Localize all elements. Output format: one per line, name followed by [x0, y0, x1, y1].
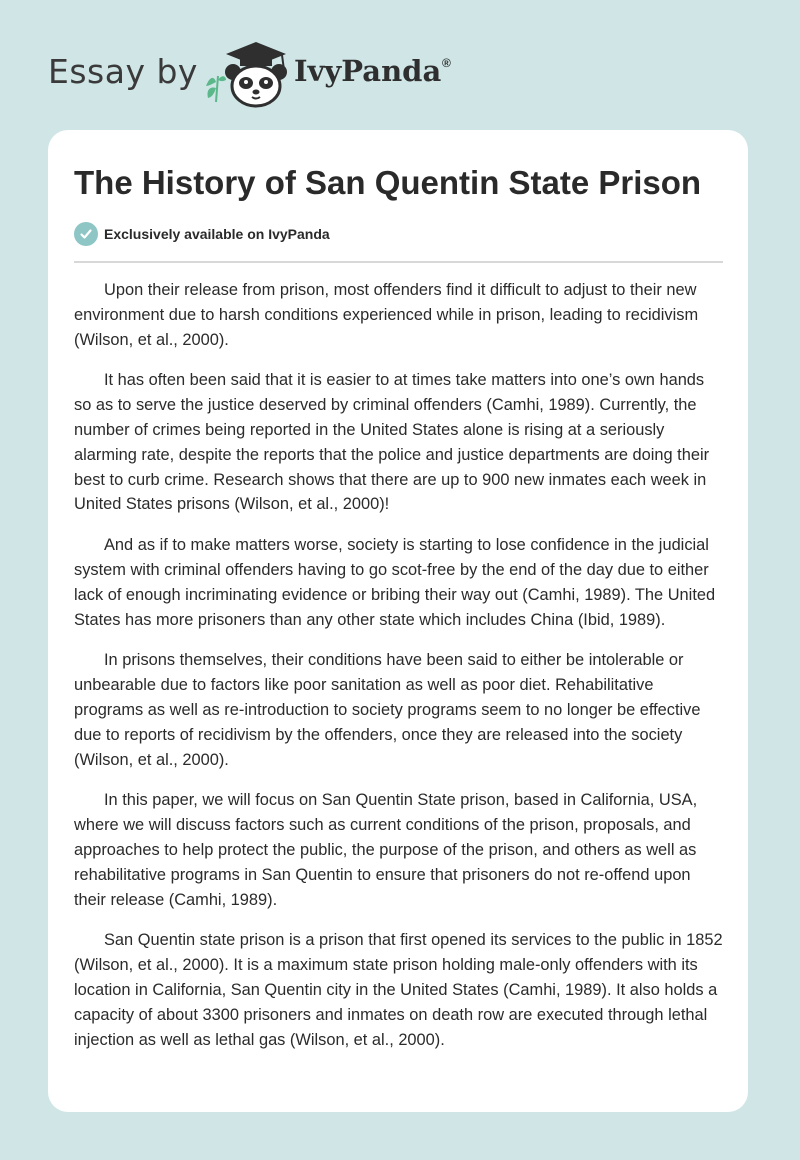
- paragraph: In this paper, we will focus on San Quentin State prison, based in California, USA, where we will discuss factors such as current conditions of the prison, proposals, and approaches to help protect the public, the purpose of the prison, and others as well as rehabilitative programs in San Quentin to ensure that prisoners do not re-offend upon their release (Camhi, 1989).: [74, 791, 698, 909]
- paragraph: San Quentin state prison is a prison that first opened its services to the public in 1852 (Wilson, et al., 2000). It is a maximum state prison holding male-only offenders with its location in California, San Quentin city in the United States (Camhi, 1989). It also holds a capacity of about 3300 prisoners and inmates on death row are executed through lethal injection as well as lethal gas (Wilson, et al., 2000).: [74, 931, 723, 1049]
- paragraph: It has often been said that it is easier to at times take matters into one’s own hands so as to serve the justice deserved by criminal offenders (Camhi, 1989). Currently, the number of crimes being reported in the United States alone is rising at a seriously alarming rate, despite the reports that the police and justice departments are doing their best to curb crime. Research shows that there are up to 900 new inmates each week in United States prisons (Wilson, et al., 2000)!: [74, 371, 710, 514]
- exclusive-badge-label: Exclusively available on IvyPanda: [104, 226, 330, 242]
- essay-card: [48, 130, 748, 1112]
- exclusive-badge: [74, 222, 330, 246]
- paragraph: And as if to make matters worse, society is starting to lose confidence in the judicial system with criminal offenders having to go scot-free by the end of the day due to either lack of enough incriminating evidence or bribing their way out (Camhi, 1989). The United States has more prisoners than any other state which includes China (Ibid, 1989).: [74, 536, 716, 629]
- essay-body: [74, 278, 724, 1068]
- paragraph: Upon their release from prison, most offenders find it difficult to adjust to their new environment due to harsh conditions experienced while in prison, leading to recidivism (Wilson, et al., 2000).: [74, 281, 699, 349]
- paragraph: In prisons themselves, their conditions have been said to either be intolerable or unbearable due to factors like poor sanitation as well as poor diet. Rehabilitative programs as well as re-introduction to society programs seem to no longer be effective due to reports of recidivism by the offenders, once they are released into the society (Wilson, et al., 2000).: [74, 651, 701, 769]
- essay-by-label: Essay by: [48, 52, 198, 91]
- brand-name[interactable]: IvyPanda: [294, 54, 442, 88]
- registered-mark: ®: [442, 56, 451, 70]
- site-header: [0, 0, 800, 130]
- divider: [74, 261, 723, 263]
- check-icon: [74, 222, 98, 246]
- panda-logo-icon[interactable]: [200, 36, 296, 108]
- essay-title: The History of San Quentin State Prison: [74, 164, 702, 201]
